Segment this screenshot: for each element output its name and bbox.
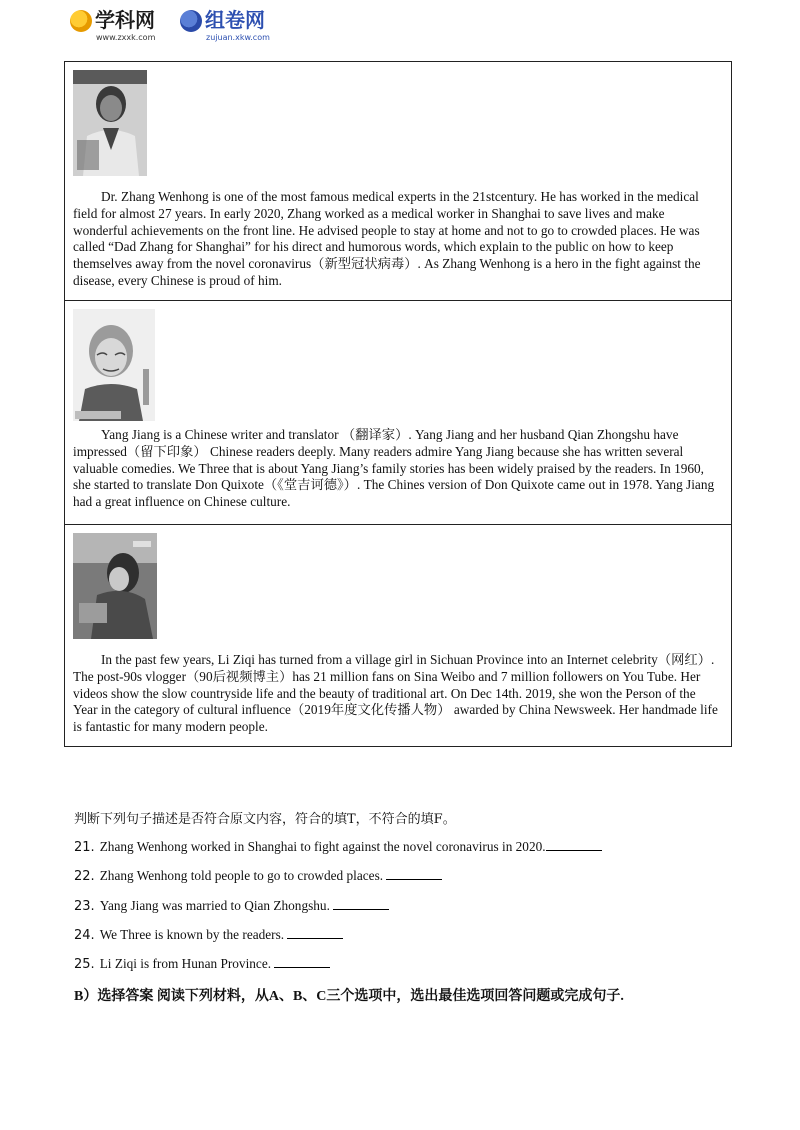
exercise-instruction: 判断下列句子描述是否符合原文内容，符合的填T，不符合的填F。 <box>74 812 456 827</box>
question-text: Yang Jiang was married to Qian Zhongshu. <box>99 898 334 913</box>
zujuan-logo-url: zujuan.xkw.com <box>206 33 270 42</box>
question-number: 22. <box>74 869 95 884</box>
question-number: 23. <box>74 899 95 914</box>
passage-text: In the past few years, Li Ziqi has turned from a village girl in Sichuan Province into an Internet celebrity（网红）. The post-90s vlogger（90后视频博主）has 21 million fans on Sina Weibo and 7 million followers on You Tube. Her videos show the slow countryside life and the beauty of traditional art. On Dec 14th. 2019, she won the Person of the Year in the category of cultural influence（2019年度文化传播人物） awarded by China Newsweek. Her handmade life is fantastic for many modern people. <box>73 652 718 735</box>
portrait-sketch-yang-jiang <box>73 309 155 421</box>
zujuan-logo <box>180 8 270 42</box>
reading-table <box>64 61 732 747</box>
portrait-photo-zhang-wenhong <box>73 70 147 176</box>
question-25 <box>74 955 330 972</box>
question-22 <box>74 867 442 884</box>
passage-cell-yang-jiang <box>65 300 731 524</box>
photo-li-ziqi <box>73 533 157 639</box>
zujuan-logo-text: 组卷网 <box>205 8 265 32</box>
question-24 <box>74 926 343 943</box>
zxxk-logo-url: www.zxxk.com <box>96 33 156 42</box>
passage-text: Dr. Zhang Wenhong is one of the most famous medical experts in the 21stcentury. He has worked in the medical field for almost 27 years. In early 2020, Zhang worked as a medical worker in Shanghai to save lives and make wonderful achievements on the front line. He advised people to stay at home and not to go to crowded places. He was called “Dad Zhang for Shanghai” for his direct and humorous words, which explain to the public on how to keep themselves away from the novel coronavirus（新型冠状病毒）. As Zhang Wenhong is a hero in the fight against the disease, every Chinese is proud of him. <box>73 189 701 288</box>
question-text: Zhang Wenhong worked in Shanghai to fight against the novel coronavirus in 2020. <box>99 839 546 854</box>
answer-blank[interactable] <box>546 838 602 851</box>
passage-text: Yang Jiang is a Chinese writer and translator （翻译家）. Yang Jiang and her husband Qian Zhongshu have impressed（留下印象） Chinese readers deeply. Many readers admire Yang Jiang because she has written several valuable comedies. We Three that is about Yang Jiang’s family stories has been widely praised by the readers. In 1960, she started to translate Don Quixote（《堂吉诃德》）. The Chines version of Don Quixote came out in 1978. Yang Jiang had a great influence on Chinese culture. <box>73 427 715 510</box>
zxxk-logo-text: 学科网 <box>95 8 155 32</box>
page-header <box>70 8 310 48</box>
answer-blank[interactable] <box>386 867 442 880</box>
answer-blank[interactable] <box>287 926 343 939</box>
section-b-heading: B）选择答案 阅读下列材料，从A、B、C三个选项中，选出最佳选项回答问题或完成句子. <box>74 989 624 1004</box>
question-text: We Three is known by the readers. <box>99 927 288 942</box>
question-number: 24. <box>74 928 95 943</box>
question-21 <box>74 838 602 855</box>
question-text: Zhang Wenhong told people to go to crowded places. <box>99 868 387 883</box>
question-number: 21. <box>74 840 95 855</box>
zxxk-logo <box>70 8 156 42</box>
question-text: Li Ziqi is from Hunan Province. <box>99 956 275 971</box>
answer-blank[interactable] <box>333 897 389 910</box>
question-number: 25. <box>74 957 95 972</box>
passage-cell-zhang-wenhong <box>65 62 731 300</box>
zujuan-logo-icon <box>180 10 202 32</box>
zxxk-logo-icon <box>70 10 92 32</box>
answer-blank[interactable] <box>274 955 330 968</box>
question-23 <box>74 897 389 914</box>
passage-cell-li-ziqi <box>65 524 731 746</box>
